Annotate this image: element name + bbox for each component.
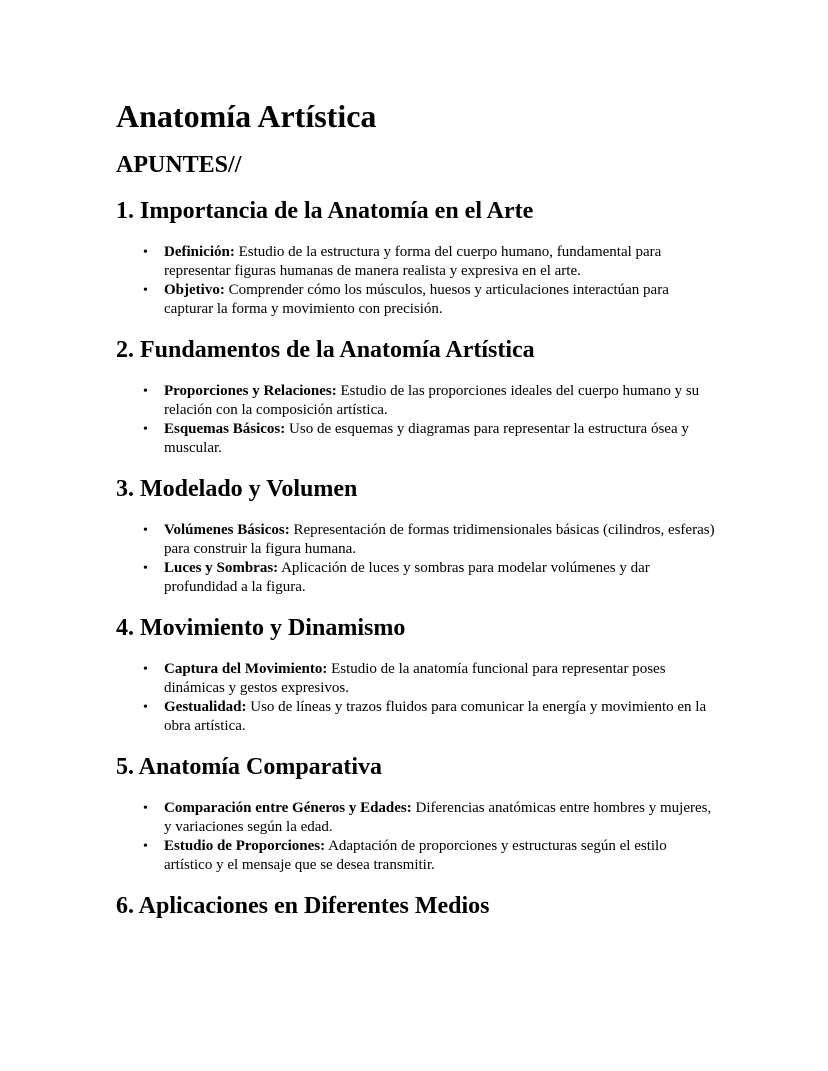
document-subtitle: APUNTES// [116,152,242,178]
section-heading: 1. Importancia de la Anatomía en el Arte [116,198,534,224]
item-term: Captura del Movimiento: [164,661,328,677]
item-term: Gestualidad: [164,699,247,715]
item-term: Luces y Sombras: [164,560,279,576]
section-3 [116,474,716,597]
list-item [164,559,716,597]
list-item [164,420,716,458]
section-1 [116,196,716,319]
bullet-list [116,799,716,875]
list-item [164,521,716,559]
item-text: Estudio de las proporciones ideales del cuerpo humano y su relación con la composición artística. [164,383,700,418]
section-heading: 4. Movimiento y Dinamismo [116,615,406,641]
item-term: Comparación entre Géneros y Edades: [164,800,412,816]
item-text: Uso de líneas y trazos fluidos para comunicar la energía y movimiento en la obra artística. [164,699,707,734]
section-heading: 2. Fundamentos de la Anatomía Artística [116,337,535,363]
item-text: Estudio de la anatomía funcional para representar poses dinámicas y gestos expresivos. [164,661,666,696]
section-6 [116,891,716,921]
item-term: Objetivo: [164,282,225,298]
section-5 [116,752,716,875]
item-term: Estudio de Proporciones: [164,838,326,854]
bullet-list [116,521,716,597]
list-item [164,243,716,281]
list-item [164,837,716,875]
list-item [164,281,716,319]
bullet-list [116,660,716,736]
section-heading: 6. Aplicaciones en Diferentes Medios [116,893,490,919]
section-2 [116,335,716,458]
section-heading: 3. Modelado y Volumen [116,476,358,502]
item-text: Adaptación de proporciones y estructuras según el estilo artístico y el mensaje que se desea transmitir. [164,838,667,873]
item-text: Diferencias anatómicas entre hombres y mujeres, y variaciones según la edad. [164,800,712,835]
item-text: Uso de esquemas y diagramas para representar la estructura ósea y muscular. [164,421,689,456]
section-4 [116,613,716,736]
item-text: Comprender cómo los músculos, huesos y articulaciones interactúan para capturar la forma y movimiento con precisión. [164,282,669,317]
item-text: Representación de formas tridimensionales básicas (cilindros, esferas) para construir la figura humana. [164,522,715,557]
bullet-list [116,243,716,319]
item-term: Esquemas Básicos: [164,421,286,437]
item-term: Proporciones y Relaciones: [164,383,337,399]
list-item [164,799,716,837]
list-item [164,660,716,698]
list-item [164,698,716,736]
list-item [164,382,716,420]
section-heading: 5. Anatomía Comparativa [116,754,382,780]
item-text: Estudio de la estructura y forma del cuerpo humano, fundamental para representar figuras humanas de manera realista y expresiva en el arte. [164,244,662,279]
document-title: Anatomía Artística [116,98,377,134]
item-term: Definición: [164,244,235,260]
item-text: Aplicación de luces y sombras para modelar volúmenes y dar profundidad a la figura. [164,560,650,595]
item-term: Volúmenes Básicos: [164,522,290,538]
bullet-list [116,382,716,458]
document-page [116,96,716,921]
